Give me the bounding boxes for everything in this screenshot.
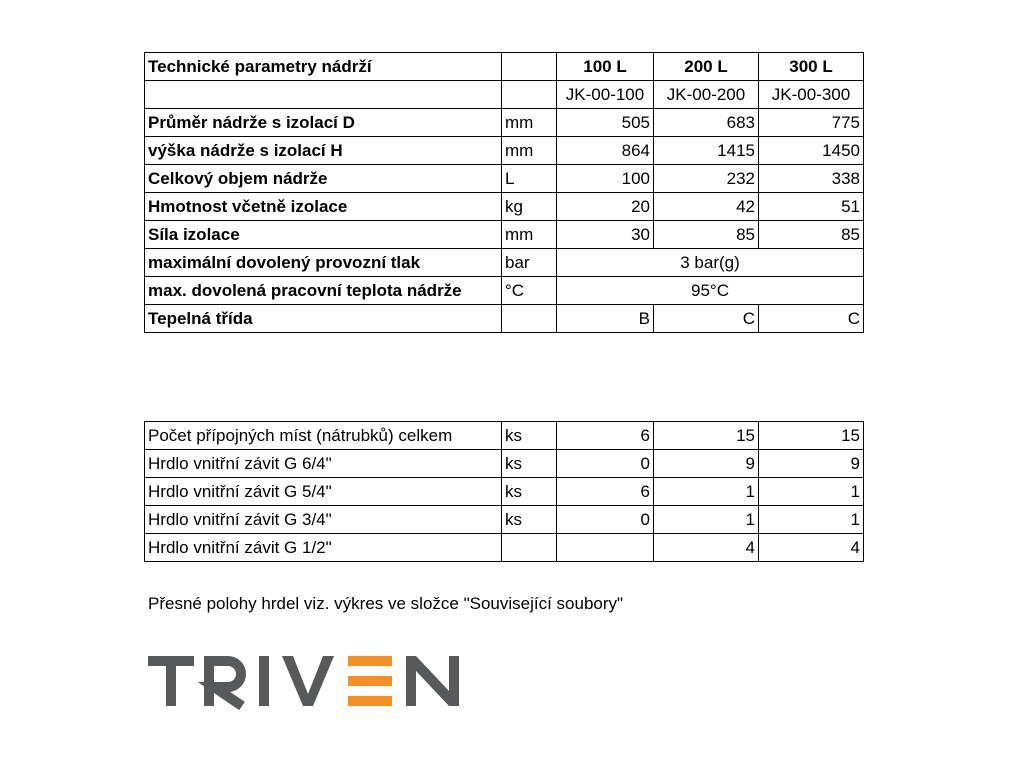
logo-letter-r (209, 661, 242, 706)
cell-value: 505 (557, 109, 654, 137)
row-unit (502, 305, 557, 333)
cell-value: B (557, 305, 654, 333)
cell-value: 85 (654, 221, 759, 249)
table-row (145, 165, 864, 193)
table-row (145, 506, 864, 534)
cell-value: 4 (759, 534, 864, 562)
cell-value: 1450 (759, 137, 864, 165)
row-unit: ks (502, 478, 557, 506)
cell-value: C (759, 305, 864, 333)
table-header-row (145, 53, 864, 81)
logo-letter-n (406, 656, 459, 706)
row-label: Tepelná třída (145, 305, 502, 333)
row-label: Průměr nádrže s izolací D (145, 109, 502, 137)
table-row (145, 450, 864, 478)
merged-value: 95°C (557, 277, 864, 305)
col-header-300: 300 L (759, 53, 864, 81)
logo-letter-t (148, 656, 194, 706)
table-row (145, 478, 864, 506)
cell-value: 20 (557, 193, 654, 221)
table-row (145, 221, 864, 249)
cell-value: 6 (557, 478, 654, 506)
row-unit: ks (502, 506, 557, 534)
model-code: JK-00-200 (654, 81, 759, 109)
row-unit: mm (502, 221, 557, 249)
row-label: Počet přípojných míst (nátrubků) celkem (145, 422, 502, 450)
table-row (145, 422, 864, 450)
cell-value: 338 (759, 165, 864, 193)
empty-cell (145, 81, 502, 109)
model-code: JK-00-100 (557, 81, 654, 109)
row-unit: °C (502, 277, 557, 305)
unit-header (502, 53, 557, 81)
row-label: Hrdlo vnitřní závit G 1/2" (145, 534, 502, 562)
col-header-200: 200 L (654, 53, 759, 81)
row-unit: mm (502, 109, 557, 137)
table-row (145, 277, 864, 305)
triven-logo (148, 652, 473, 710)
row-label: maximální dovolený provozní tlak (145, 249, 502, 277)
cell-value: 100 (557, 165, 654, 193)
cell-value: 232 (654, 165, 759, 193)
row-unit: kg (502, 193, 557, 221)
table-title: Technické parametry nádrží (145, 53, 502, 81)
table-row (145, 534, 864, 562)
row-unit: ks (502, 422, 557, 450)
cell-value: 1 (759, 506, 864, 534)
table-row (145, 109, 864, 137)
row-unit: mm (502, 137, 557, 165)
table-row (145, 249, 864, 277)
row-label: Hrdlo vnitřní závit G 5/4" (145, 478, 502, 506)
cell-value: 775 (759, 109, 864, 137)
col-header-100: 100 L (557, 53, 654, 81)
row-label: Síla izolace (145, 221, 502, 249)
model-code-row (145, 81, 864, 109)
table-row (145, 193, 864, 221)
cell-value: 6 (557, 422, 654, 450)
footnote: Přesné polohy hrdel viz. výkres ve složce "Související soubory" (148, 594, 624, 613)
row-unit: bar (502, 249, 557, 277)
table-row (145, 137, 864, 165)
logo-letter-e (348, 656, 392, 706)
row-label: Hrdlo vnitřní závit G 3/4" (145, 506, 502, 534)
cell-value (557, 534, 654, 562)
cell-value: 30 (557, 221, 654, 249)
row-label: Celkový objem nádrže (145, 165, 502, 193)
tank-parameters-table (144, 52, 864, 333)
cell-value: 864 (557, 137, 654, 165)
cell-value: 51 (759, 193, 864, 221)
cell-value: 1 (654, 506, 759, 534)
cell-value: 1415 (654, 137, 759, 165)
cell-value: 9 (759, 450, 864, 478)
cell-value: 15 (654, 422, 759, 450)
cell-value: 15 (759, 422, 864, 450)
logo-letter-v (282, 656, 334, 706)
cell-value: 1 (654, 478, 759, 506)
table-row (145, 305, 864, 333)
row-label: max. dovolená pracovní teplota nádrže (145, 277, 502, 305)
cell-value: C (654, 305, 759, 333)
cell-value: 1 (759, 478, 864, 506)
row-unit: ks (502, 450, 557, 478)
cell-value: 9 (654, 450, 759, 478)
cell-value: 683 (654, 109, 759, 137)
row-unit (502, 534, 557, 562)
row-label: Hmotnost včetně izolace (145, 193, 502, 221)
model-code: JK-00-300 (759, 81, 864, 109)
cell-value: 4 (654, 534, 759, 562)
logo-letter-i (259, 656, 269, 706)
row-label: výška nádrže s izolací H (145, 137, 502, 165)
cell-value: 85 (759, 221, 864, 249)
row-unit: L (502, 165, 557, 193)
cell-value: 0 (557, 506, 654, 534)
empty-cell (502, 81, 557, 109)
cell-value: 0 (557, 450, 654, 478)
row-label: Hrdlo vnitřní závit G 6/4" (145, 450, 502, 478)
merged-value: 3 bar(g) (557, 249, 864, 277)
cell-value: 42 (654, 193, 759, 221)
connections-table (144, 421, 864, 562)
